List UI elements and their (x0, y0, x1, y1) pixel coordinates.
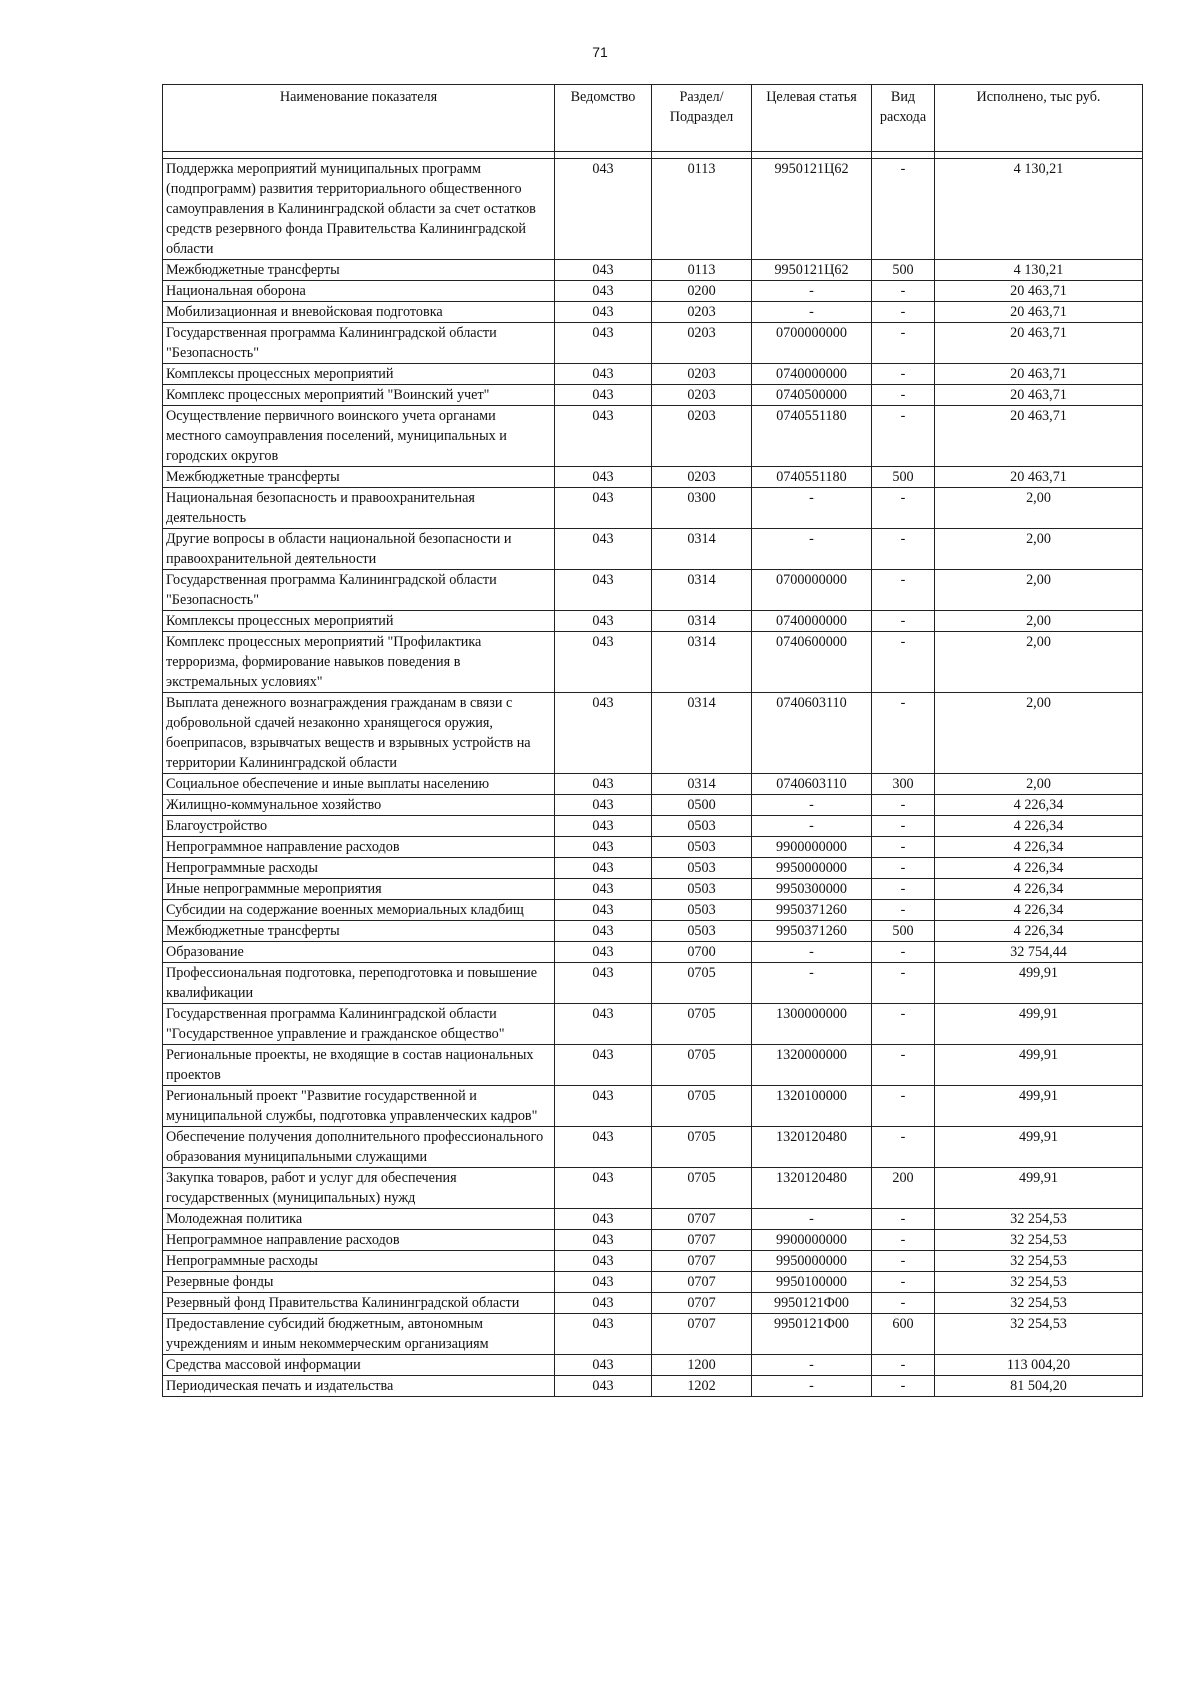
cell-department: 043 (555, 1086, 652, 1127)
cell-section: 0203 (652, 323, 752, 364)
cell-target: 9950121Ц62 (752, 159, 872, 260)
cell-target: 9900000000 (752, 837, 872, 858)
cell-department: 043 (555, 632, 652, 693)
cell-executed: 32 254,53 (935, 1209, 1143, 1230)
cell-expense-type: - (872, 1376, 935, 1397)
cell-expense-type: - (872, 1004, 935, 1045)
cell-section: 0200 (652, 281, 752, 302)
cell-section: 0503 (652, 816, 752, 837)
cell-name: Национальная оборона (163, 281, 555, 302)
cell-executed: 2,00 (935, 488, 1143, 529)
table-row (163, 488, 1143, 529)
cell-executed: 499,91 (935, 963, 1143, 1004)
cell-expense-type: 500 (872, 260, 935, 281)
table-row (163, 323, 1143, 364)
cell-section: 0203 (652, 406, 752, 467)
cell-department: 043 (555, 693, 652, 774)
cell-expense-type: - (872, 1251, 935, 1272)
cell-target: - (752, 1355, 872, 1376)
cell-name: Жилищно-коммунальное хозяйство (163, 795, 555, 816)
cell-target: 0740551180 (752, 467, 872, 488)
cell-department: 043 (555, 1004, 652, 1045)
cell-executed: 4 226,34 (935, 795, 1143, 816)
table-row (163, 632, 1143, 693)
cell-department: 043 (555, 1314, 652, 1355)
cell-target: 9950121Ц62 (752, 260, 872, 281)
cell-expense-type: - (872, 611, 935, 632)
cell-name: Непрограммные расходы (163, 858, 555, 879)
cell-section: 0503 (652, 900, 752, 921)
cell-target: - (752, 281, 872, 302)
cell-executed: 20 463,71 (935, 385, 1143, 406)
cell-target: 0700000000 (752, 323, 872, 364)
cell-name: Непрограммное направление расходов (163, 837, 555, 858)
cell-department: 043 (555, 323, 652, 364)
cell-executed: 81 504,20 (935, 1376, 1143, 1397)
header-executed: Исполнено, тыс руб. (935, 85, 1143, 152)
table-row (163, 963, 1143, 1004)
cell-executed: 20 463,71 (935, 323, 1143, 364)
cell-expense-type: - (872, 900, 935, 921)
table-row (163, 385, 1143, 406)
cell-target: - (752, 816, 872, 837)
table-row (163, 1004, 1143, 1045)
cell-section: 0707 (652, 1230, 752, 1251)
cell-department: 043 (555, 1272, 652, 1293)
table-row (163, 302, 1143, 323)
cell-name: Резервные фонды (163, 1272, 555, 1293)
cell-section: 0503 (652, 837, 752, 858)
cell-name: Выплата денежного вознаграждения гражданам в связи с добровольной сдачей незаконно хранящегося оружия, боеприпасов, взрывчатых веществ и взрывных устройств на территории Калининградской области (163, 693, 555, 774)
cell-executed: 499,91 (935, 1045, 1143, 1086)
cell-executed: 2,00 (935, 570, 1143, 611)
cell-executed: 4 226,34 (935, 921, 1143, 942)
cell-name: Непрограммное направление расходов (163, 1230, 555, 1251)
table-row (163, 529, 1143, 570)
cell-target: 1320000000 (752, 1045, 872, 1086)
cell-name: Региональный проект "Развитие государственной и муниципальной службы, подготовка управленческих кадров" (163, 1086, 555, 1127)
cell-section: 0300 (652, 488, 752, 529)
cell-expense-type: - (872, 406, 935, 467)
table-row (163, 837, 1143, 858)
cell-expense-type: - (872, 963, 935, 1004)
cell-expense-type: - (872, 837, 935, 858)
cell-target: 9950121Ф00 (752, 1293, 872, 1314)
table-row (163, 942, 1143, 963)
cell-executed: 4 226,34 (935, 816, 1143, 837)
cell-target: 9950300000 (752, 879, 872, 900)
cell-expense-type: - (872, 385, 935, 406)
cell-department: 043 (555, 385, 652, 406)
cell-department: 043 (555, 260, 652, 281)
header-name: Наименование показателя (163, 85, 555, 152)
cell-executed: 32 754,44 (935, 942, 1143, 963)
cell-executed: 32 254,53 (935, 1251, 1143, 1272)
cell-target: 9900000000 (752, 1230, 872, 1251)
cell-name: Предоставление субсидий бюджетным, автономным учреждениям и иным некоммерческим организациям (163, 1314, 555, 1355)
cell-expense-type: - (872, 879, 935, 900)
cell-expense-type: - (872, 1127, 935, 1168)
cell-expense-type: - (872, 488, 935, 529)
cell-target: 1320120480 (752, 1168, 872, 1209)
cell-executed: 4 226,34 (935, 879, 1143, 900)
cell-section: 0314 (652, 693, 752, 774)
cell-target: - (752, 963, 872, 1004)
cell-section: 0700 (652, 942, 752, 963)
cell-expense-type: - (872, 816, 935, 837)
cell-name: Комплекс процессных мероприятий "Воинский учет" (163, 385, 555, 406)
cell-expense-type: - (872, 632, 935, 693)
cell-section: 0705 (652, 1086, 752, 1127)
cell-expense-type: - (872, 1272, 935, 1293)
cell-name: Обеспечение получения дополнительного профессионального образования муниципальными служащими (163, 1127, 555, 1168)
cell-target: - (752, 529, 872, 570)
cell-executed: 499,91 (935, 1086, 1143, 1127)
cell-executed: 2,00 (935, 529, 1143, 570)
cell-target: - (752, 302, 872, 323)
table-row (163, 774, 1143, 795)
cell-executed: 4 130,21 (935, 159, 1143, 260)
table-row (163, 406, 1143, 467)
cell-section: 0707 (652, 1209, 752, 1230)
cell-name: Осуществление первичного воинского учета органами местного самоуправления поселений, муниципальных и городских округов (163, 406, 555, 467)
cell-section: 0203 (652, 364, 752, 385)
cell-name: Региональные проекты, не входящие в состав национальных проектов (163, 1045, 555, 1086)
cell-expense-type: 600 (872, 1314, 935, 1355)
cell-department: 043 (555, 1251, 652, 1272)
cell-expense-type: 300 (872, 774, 935, 795)
cell-name: Субсидии на содержание военных мемориальных кладбищ (163, 900, 555, 921)
cell-name: Комплекс процессных мероприятий "Профилактика терроризма, формирование навыков поведения в экстремальных условиях" (163, 632, 555, 693)
cell-executed: 2,00 (935, 611, 1143, 632)
cell-section: 0203 (652, 385, 752, 406)
cell-target: 0700000000 (752, 570, 872, 611)
cell-expense-type: - (872, 942, 935, 963)
cell-department: 043 (555, 159, 652, 260)
cell-executed: 20 463,71 (935, 281, 1143, 302)
cell-department: 043 (555, 1045, 652, 1086)
cell-expense-type: - (872, 302, 935, 323)
cell-expense-type: - (872, 693, 935, 774)
table-row (163, 364, 1143, 385)
table-row (163, 1272, 1143, 1293)
cell-target: 9950121Ф00 (752, 1314, 872, 1355)
cell-target: - (752, 488, 872, 529)
cell-expense-type: - (872, 159, 935, 260)
cell-executed: 2,00 (935, 632, 1143, 693)
cell-executed: 20 463,71 (935, 302, 1143, 323)
cell-section: 0707 (652, 1251, 752, 1272)
cell-target: 1300000000 (752, 1004, 872, 1045)
table-row (163, 879, 1143, 900)
cell-target: 0740603110 (752, 774, 872, 795)
cell-name: Межбюджетные трансферты (163, 921, 555, 942)
cell-target: - (752, 1376, 872, 1397)
cell-name: Периодическая печать и издательства (163, 1376, 555, 1397)
table-body (163, 159, 1143, 1397)
table-row (163, 611, 1143, 632)
page-number: 71 (592, 44, 608, 60)
cell-target: 9950100000 (752, 1272, 872, 1293)
table-row (163, 281, 1143, 302)
cell-target: 0740500000 (752, 385, 872, 406)
table-row (163, 1209, 1143, 1230)
cell-department: 043 (555, 963, 652, 1004)
cell-target: 9950371260 (752, 900, 872, 921)
cell-department: 043 (555, 837, 652, 858)
table-row (163, 1168, 1143, 1209)
cell-department: 043 (555, 774, 652, 795)
cell-department: 043 (555, 921, 652, 942)
table-row (163, 1230, 1143, 1251)
table-row (163, 900, 1143, 921)
cell-expense-type: - (872, 364, 935, 385)
cell-name: Комплексы процессных мероприятий (163, 611, 555, 632)
cell-section: 0113 (652, 260, 752, 281)
cell-name: Межбюджетные трансферты (163, 467, 555, 488)
cell-department: 043 (555, 1355, 652, 1376)
cell-section: 0503 (652, 921, 752, 942)
table-row (163, 1127, 1143, 1168)
cell-name: Иные непрограммные мероприятия (163, 879, 555, 900)
cell-expense-type: - (872, 1209, 935, 1230)
cell-section: 0314 (652, 570, 752, 611)
cell-target: 0740000000 (752, 364, 872, 385)
cell-expense-type: - (872, 1045, 935, 1086)
cell-department: 043 (555, 858, 652, 879)
header-department: Ведомство (555, 85, 652, 152)
cell-name: Образование (163, 942, 555, 963)
cell-department: 043 (555, 529, 652, 570)
cell-name: Мобилизационная и вневойсковая подготовка (163, 302, 555, 323)
table-row (163, 1376, 1143, 1397)
cell-section: 0203 (652, 467, 752, 488)
cell-expense-type: - (872, 570, 935, 611)
cell-target: 9950000000 (752, 1251, 872, 1272)
cell-executed: 2,00 (935, 774, 1143, 795)
cell-department: 043 (555, 1230, 652, 1251)
cell-name: Межбюджетные трансферты (163, 260, 555, 281)
cell-section: 0707 (652, 1272, 752, 1293)
table-row (163, 816, 1143, 837)
header-spacer-row (163, 152, 1143, 159)
cell-expense-type: - (872, 858, 935, 879)
cell-department: 043 (555, 795, 652, 816)
cell-expense-type: - (872, 1086, 935, 1127)
cell-name: Благоустройство (163, 816, 555, 837)
cell-executed: 20 463,71 (935, 467, 1143, 488)
cell-department: 043 (555, 302, 652, 323)
cell-section: 0500 (652, 795, 752, 816)
cell-section: 0314 (652, 611, 752, 632)
cell-name: Средства массовой информации (163, 1355, 555, 1376)
table-row (163, 795, 1143, 816)
table-row (163, 858, 1143, 879)
cell-name: Закупка товаров, работ и услуг для обеспечения государственных (муниципальных) нужд (163, 1168, 555, 1209)
cell-name: Государственная программа Калининградской области "Безопасность" (163, 570, 555, 611)
cell-expense-type: - (872, 281, 935, 302)
cell-department: 043 (555, 488, 652, 529)
cell-expense-type: - (872, 323, 935, 364)
cell-target: 1320120480 (752, 1127, 872, 1168)
cell-target: - (752, 795, 872, 816)
cell-expense-type: - (872, 1230, 935, 1251)
cell-target: 9950371260 (752, 921, 872, 942)
cell-name: Молодежная политика (163, 1209, 555, 1230)
cell-expense-type: - (872, 1355, 935, 1376)
cell-executed: 499,91 (935, 1168, 1143, 1209)
cell-target: 9950000000 (752, 858, 872, 879)
cell-name: Государственная программа Калининградской области "Безопасность" (163, 323, 555, 364)
cell-department: 043 (555, 1209, 652, 1230)
cell-executed: 32 254,53 (935, 1230, 1143, 1251)
cell-executed: 499,91 (935, 1004, 1143, 1045)
cell-section: 0705 (652, 1045, 752, 1086)
cell-section: 0705 (652, 963, 752, 1004)
cell-expense-type: - (872, 795, 935, 816)
table-row (163, 467, 1143, 488)
cell-department: 043 (555, 570, 652, 611)
cell-department: 043 (555, 1293, 652, 1314)
table-header-row (163, 85, 1143, 152)
cell-department: 043 (555, 1127, 652, 1168)
cell-target: - (752, 942, 872, 963)
cell-executed: 32 254,53 (935, 1314, 1143, 1355)
cell-expense-type: 500 (872, 467, 935, 488)
table-row (163, 260, 1143, 281)
cell-executed: 113 004,20 (935, 1355, 1143, 1376)
cell-executed: 4 226,34 (935, 837, 1143, 858)
cell-section: 0314 (652, 774, 752, 795)
cell-target: 0740000000 (752, 611, 872, 632)
cell-department: 043 (555, 900, 652, 921)
header-section: Раздел/ Подраздел (652, 85, 752, 152)
cell-name: Другие вопросы в области национальной безопасности и правоохранительной деятельности (163, 529, 555, 570)
cell-name: Резервный фонд Правительства Калининградской области (163, 1293, 555, 1314)
header-target: Целевая статья (752, 85, 872, 152)
cell-expense-type: 500 (872, 921, 935, 942)
table-row (163, 1251, 1143, 1272)
header-expense-type: Вид расхода (872, 85, 935, 152)
cell-section: 1202 (652, 1376, 752, 1397)
cell-section: 0503 (652, 879, 752, 900)
table-row (163, 570, 1143, 611)
cell-name: Национальная безопасность и правоохранительная деятельность (163, 488, 555, 529)
cell-executed: 20 463,71 (935, 406, 1143, 467)
table-row (163, 693, 1143, 774)
cell-section: 0705 (652, 1168, 752, 1209)
cell-target: 0740600000 (752, 632, 872, 693)
cell-section: 0705 (652, 1127, 752, 1168)
table-row (163, 1314, 1143, 1355)
cell-department: 043 (555, 467, 652, 488)
cell-name: Поддержка мероприятий муниципальных программ (подпрограмм) развития территориального общественного самоуправления в Калининградской области за счет остатков средств резервного фонда Правительства Калининградской области (163, 159, 555, 260)
cell-executed: 2,00 (935, 693, 1143, 774)
cell-target: 1320100000 (752, 1086, 872, 1127)
cell-department: 043 (555, 364, 652, 385)
cell-section: 0707 (652, 1314, 752, 1355)
cell-target: 0740551180 (752, 406, 872, 467)
cell-target: - (752, 1209, 872, 1230)
cell-name: Социальное обеспечение и иные выплаты населению (163, 774, 555, 795)
cell-section: 0113 (652, 159, 752, 260)
cell-department: 043 (555, 1376, 652, 1397)
cell-department: 043 (555, 611, 652, 632)
table-row (163, 1355, 1143, 1376)
cell-name: Профессиональная подготовка, переподготовка и повышение квалификации (163, 963, 555, 1004)
cell-section: 0314 (652, 529, 752, 570)
cell-section: 1200 (652, 1355, 752, 1376)
cell-expense-type: - (872, 529, 935, 570)
cell-department: 043 (555, 281, 652, 302)
budget-table (162, 84, 1143, 1397)
cell-executed: 4 130,21 (935, 260, 1143, 281)
cell-name: Непрограммные расходы (163, 1251, 555, 1272)
table-row (163, 159, 1143, 260)
cell-department: 043 (555, 816, 652, 837)
cell-name: Государственная программа Калининградской области "Государственное управление и гражданское общество" (163, 1004, 555, 1045)
cell-section: 0707 (652, 1293, 752, 1314)
cell-department: 043 (555, 879, 652, 900)
cell-department: 043 (555, 406, 652, 467)
cell-department: 043 (555, 1168, 652, 1209)
cell-section: 0203 (652, 302, 752, 323)
cell-executed: 499,91 (935, 1127, 1143, 1168)
cell-section: 0314 (652, 632, 752, 693)
cell-executed: 4 226,34 (935, 900, 1143, 921)
cell-section: 0705 (652, 1004, 752, 1045)
table-row (163, 1045, 1143, 1086)
cell-executed: 20 463,71 (935, 364, 1143, 385)
cell-executed: 4 226,34 (935, 858, 1143, 879)
cell-executed: 32 254,53 (935, 1293, 1143, 1314)
cell-department: 043 (555, 942, 652, 963)
cell-executed: 32 254,53 (935, 1272, 1143, 1293)
cell-expense-type: - (872, 1293, 935, 1314)
cell-target: 0740603110 (752, 693, 872, 774)
table-row (163, 1293, 1143, 1314)
cell-section: 0503 (652, 858, 752, 879)
table-row (163, 1086, 1143, 1127)
cell-name: Комплексы процессных мероприятий (163, 364, 555, 385)
table-row (163, 921, 1143, 942)
cell-expense-type: 200 (872, 1168, 935, 1209)
